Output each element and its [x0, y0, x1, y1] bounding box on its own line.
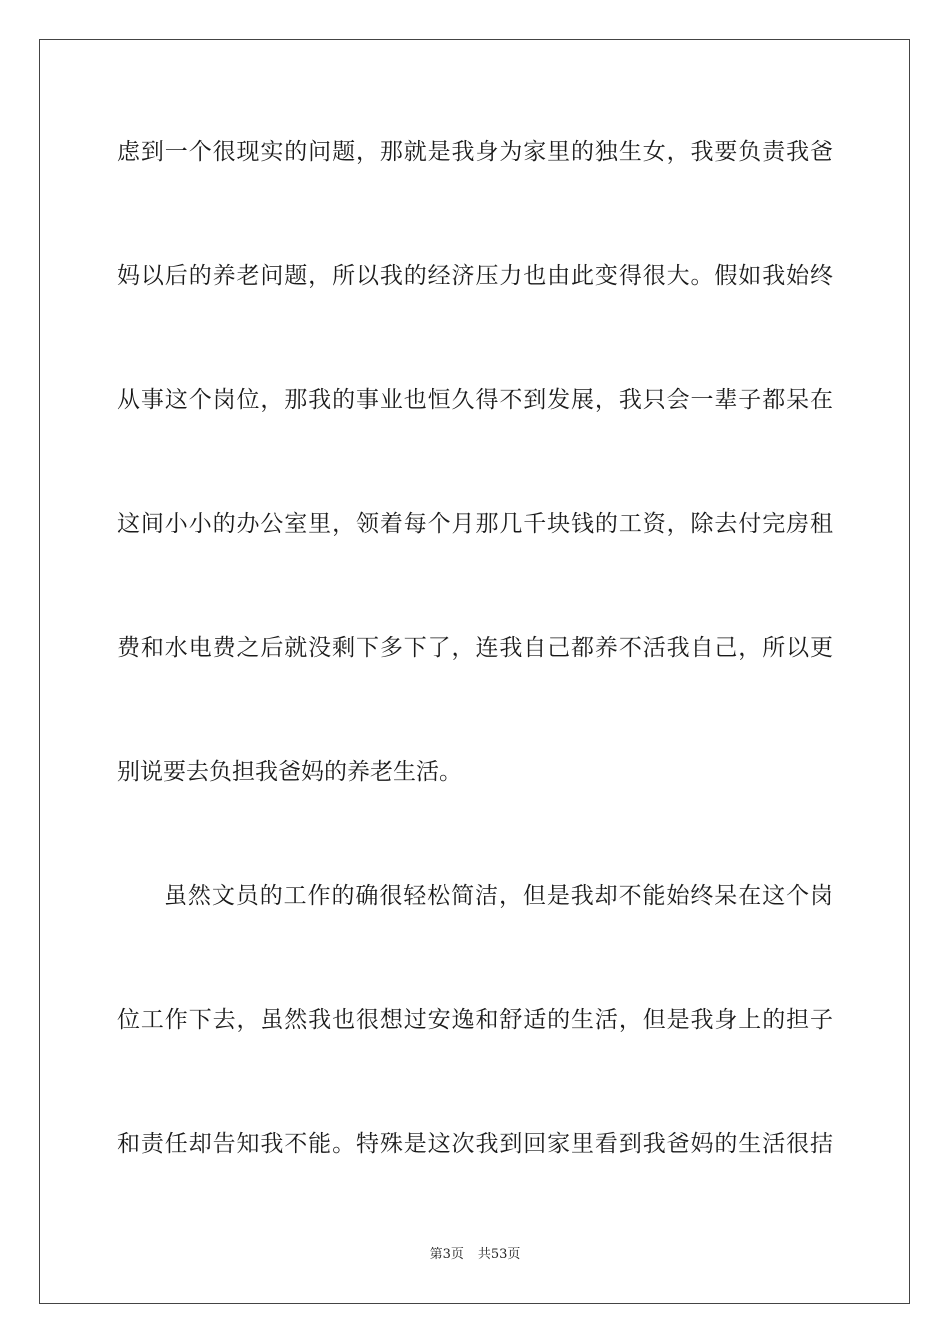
- body-text-line: 和责任却告知我不能。特殊是这次我到回家里看到我爸妈的生活很拮: [117, 1131, 833, 1157]
- body-text-line: 从事这个岗位，那我的事业也恒久得不到发展，我只会一辈子都呆在: [117, 387, 833, 413]
- body-text-line: 虑到一个很现实的问题，那就是我身为家里的独生女，我要负责我爸: [117, 139, 833, 165]
- page-frame: [39, 39, 910, 1304]
- body-text-line: 妈以后的养老问题，所以我的经济压力也由此变得很大。假如我始终: [117, 263, 833, 289]
- paragraph-first-line: 虽然文员的工作的确很轻松简洁，但是我却不能始终呆在这个岗: [164, 883, 833, 909]
- page-total: 共53页: [477, 1247, 521, 1262]
- body-text-line: 这间小小的办公室里，领着每个月那几千块钱的工资，除去付完房租: [117, 511, 833, 537]
- body-text-line: 别说要去负担我爸妈的养老生活。: [117, 759, 462, 785]
- body-text-line: 位工作下去，虽然我也很想过安逸和舒适的生活，但是我身上的担子: [117, 1007, 833, 1033]
- page-number: 第3页: [429, 1247, 464, 1262]
- body-text-line: 费和水电费之后就没剩下多下了，连我自己都养不活我自己，所以更: [117, 635, 833, 661]
- page-footer: [0, 1246, 950, 1264]
